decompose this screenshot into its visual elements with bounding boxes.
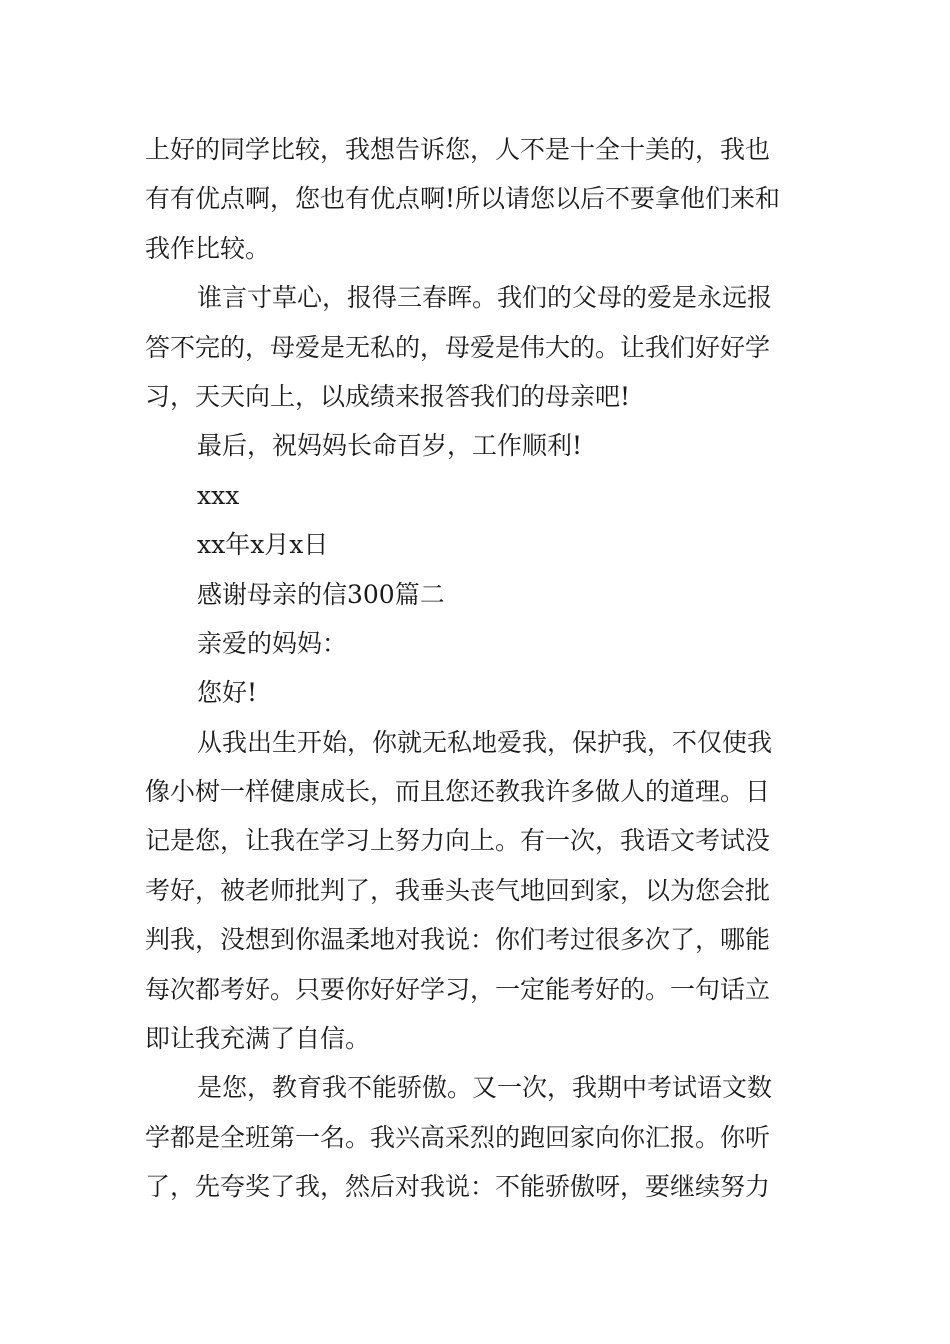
text-line: 上好的同学比较，我想告诉您，人不是十全十美的，我也 [145, 135, 771, 164]
text-line: 判我，没想到你温柔地对我说：你们考过很多次了，哪能 [145, 925, 771, 955]
letter-date: xx年x月x日 [197, 530, 329, 560]
letter-body [145, 125, 815, 1212]
section-heading: 感谢母亲的信300篇二 [197, 579, 445, 609]
text-line: 谁言寸草心，报得三春晖。我们的父母的爱是永远报 [197, 283, 773, 313]
text-line: 了，先夸奖了我，然后对我说：不能骄傲呀，要继续努力 [145, 1172, 771, 1202]
text-line: 有有优点啊，您也有优点啊!所以请您以后不要拿他们来和 [145, 184, 781, 214]
text-line: 答不完的，母爱是无私的，母爱是伟大的。让我们好好学 [145, 332, 771, 362]
text-line: 是您，教育我不能骄傲。又一次，我期中考试语文数 [197, 1073, 773, 1103]
signature: xxx [197, 480, 240, 510]
salutation: 亲爱的妈妈： [197, 628, 348, 658]
closing-wish: 最后，祝妈妈长命百岁，工作顺利! [197, 431, 583, 461]
text-line: 每次都考好。只要你好好学习，一定能考好的。一句话立 [145, 974, 771, 1004]
text-line: 习，天天向上，以成绩来报答我们的母亲吧! [145, 381, 631, 411]
text-line: 像小树一样健康成长，而且您还教我许多做人的道理。日 [145, 777, 771, 807]
text-line: 从我出生开始，你就无私地爱我，保护我，不仅使我 [197, 727, 773, 757]
text-line: 考好，被老师批判了，我垂头丧气地回到家，以为您会批 [145, 875, 771, 905]
text-line: 学都是全班第一名。我兴高采烈的跑回家向你汇报。你听 [145, 1122, 771, 1152]
text-line: 记是您，让我在学习上努力向上。有一次，我语文考试没 [145, 826, 771, 856]
greeting: 您好! [197, 678, 258, 708]
text-line: 即让我充满了自信。 [145, 1024, 371, 1054]
text-line: 我作比较。 [145, 233, 271, 263]
